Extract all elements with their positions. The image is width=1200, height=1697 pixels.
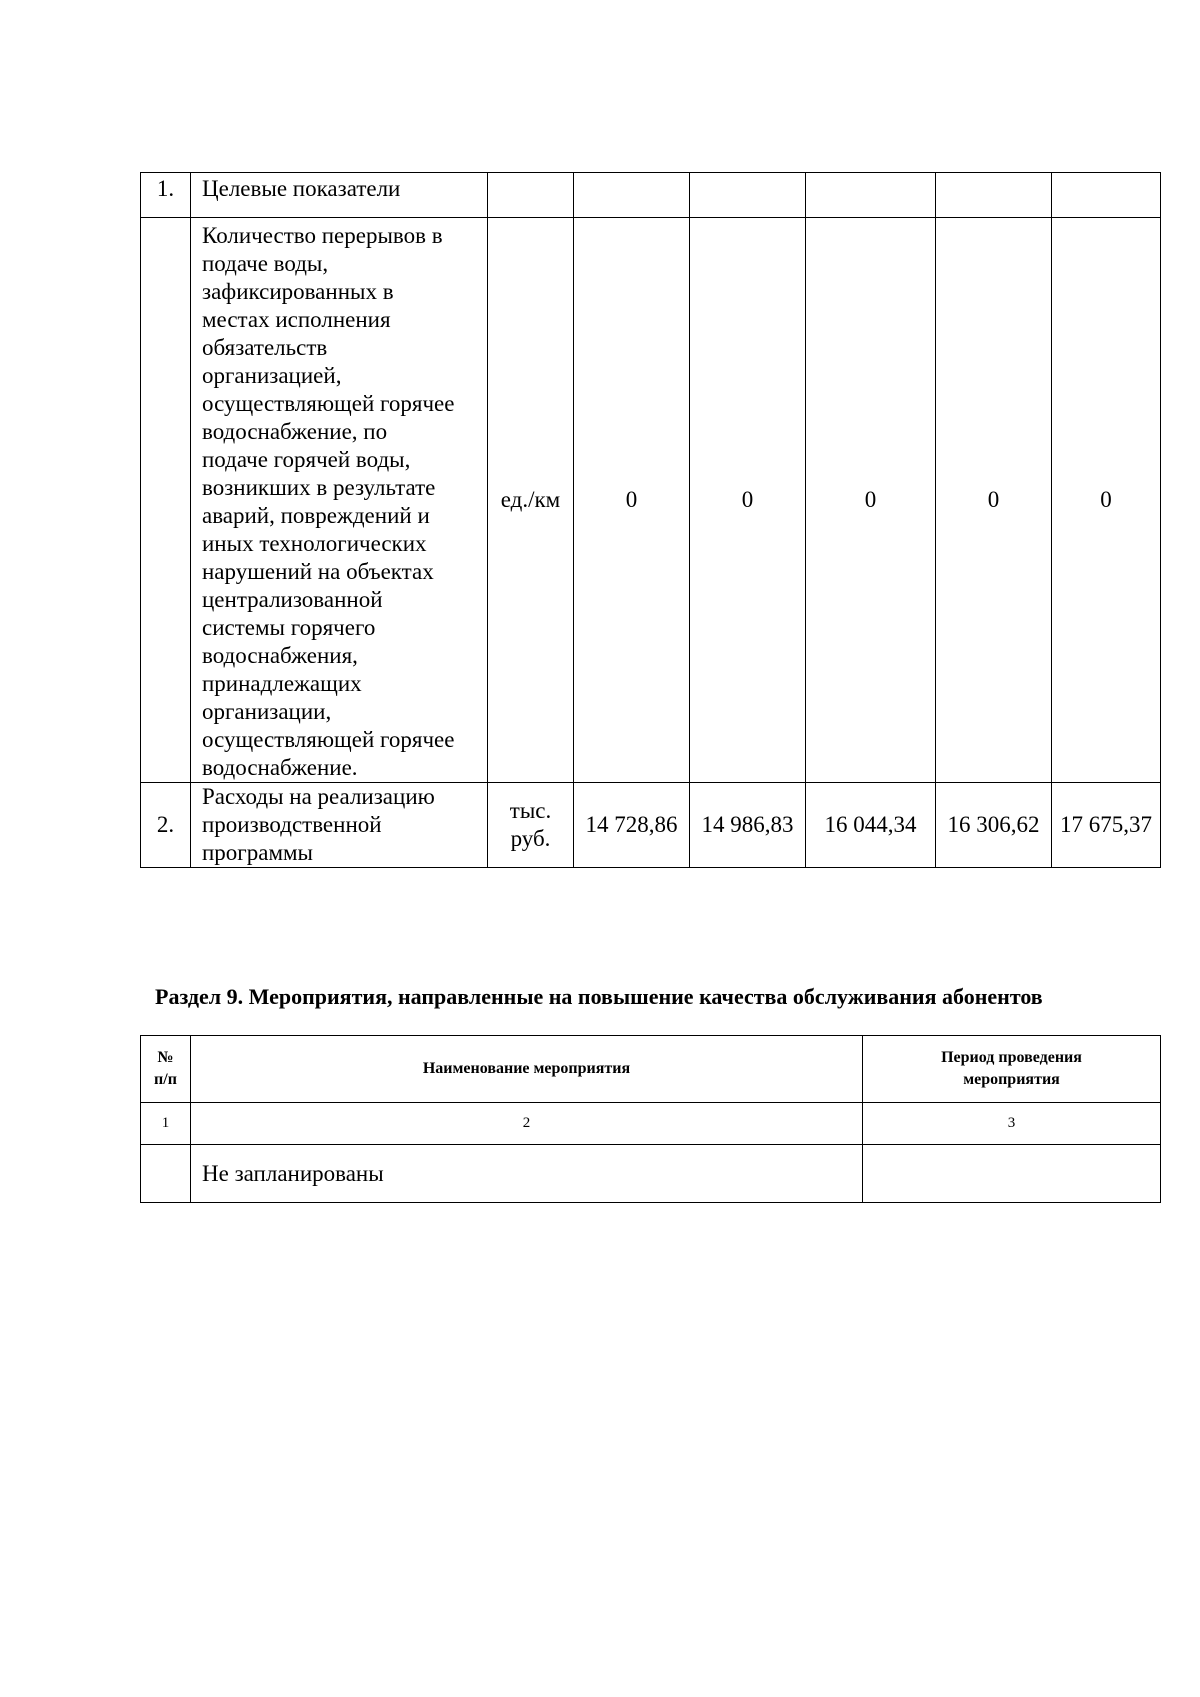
row-unit (488, 173, 574, 218)
value-cell: 0 (690, 218, 806, 783)
row-name (191, 218, 488, 783)
name-line: водоснабжение, по (202, 419, 388, 444)
value-cell (690, 173, 806, 218)
name-line: возникших в результате (202, 475, 436, 500)
value-cell: 0 (806, 218, 936, 783)
table-row (141, 218, 1161, 783)
name-line: иных технологических (202, 531, 427, 556)
row-number: 2. (141, 783, 191, 868)
value-cell: 0 (574, 218, 690, 783)
value-cell (574, 173, 690, 218)
row-number (141, 1145, 191, 1203)
row-unit: ед./км (488, 218, 574, 783)
value-cell: 16 306,62 (936, 783, 1052, 868)
row-number: 1. (141, 173, 191, 218)
value-cell: 0 (936, 218, 1052, 783)
value-cell: 17 675,37 (1052, 783, 1161, 868)
row-name: Целевые показатели (191, 173, 488, 218)
table-row (141, 173, 1161, 218)
name-line: водоснабжение. (202, 755, 358, 780)
value-cell: 14 986,83 (690, 783, 806, 868)
measures-table (140, 1035, 1161, 1203)
value-cell (806, 173, 936, 218)
index-cell: 1 (141, 1103, 191, 1145)
value-cell (1052, 173, 1161, 218)
unit-line: руб. (510, 826, 551, 851)
name-line: организации, (202, 699, 332, 724)
name-line: централизованной (202, 587, 383, 612)
row-unit (488, 783, 574, 868)
table-row (141, 783, 1161, 868)
header-number: № п/п (141, 1036, 191, 1103)
section-heading: Раздел 9. Мероприятия, направленные на повышение качества обслуживания абонентов (155, 984, 1043, 1009)
index-cell: 2 (191, 1103, 863, 1145)
row-period (863, 1145, 1161, 1203)
name-line: осуществляющей горячее (202, 727, 455, 752)
name-line: аварий, повреждений и (202, 503, 430, 528)
table-row (141, 1145, 1161, 1203)
header-period: Период проведения мероприятия (863, 1036, 1161, 1103)
value-cell: 16 044,34 (806, 783, 936, 868)
name-line: организацией, (202, 363, 342, 388)
name-line: обязательств (202, 335, 328, 360)
row-name: Не запланированы (191, 1145, 863, 1203)
name-line: водоснабжения, (202, 643, 358, 668)
table-index-row (141, 1103, 1161, 1145)
name-line: принадлежащих (202, 671, 362, 696)
name-line: Расходы на реализацию (202, 784, 435, 809)
name-line: осуществляющей горячее (202, 391, 455, 416)
value-cell (936, 173, 1052, 218)
targets-table (140, 172, 1161, 868)
name-line: системы горячего (202, 615, 376, 640)
value-cell: 14 728,86 (574, 783, 690, 868)
name-line: местах исполнения (202, 307, 391, 332)
row-name (191, 783, 488, 868)
name-line: программы (202, 840, 314, 865)
row-number (141, 218, 191, 783)
table-header-row (141, 1036, 1161, 1103)
unit-line: тыс. (509, 798, 552, 823)
name-line: Количество перерывов в (202, 223, 443, 248)
name-line: подаче воды, (202, 251, 329, 276)
index-cell: 3 (863, 1103, 1161, 1145)
value-cell: 0 (1052, 218, 1161, 783)
name-line: производственной (202, 812, 382, 837)
name-line: подаче горячей воды, (202, 447, 411, 472)
name-line: нарушений на объектах (202, 559, 434, 584)
name-line: зафиксированных в (202, 279, 394, 304)
header-name: Наименование мероприятия (191, 1036, 863, 1103)
